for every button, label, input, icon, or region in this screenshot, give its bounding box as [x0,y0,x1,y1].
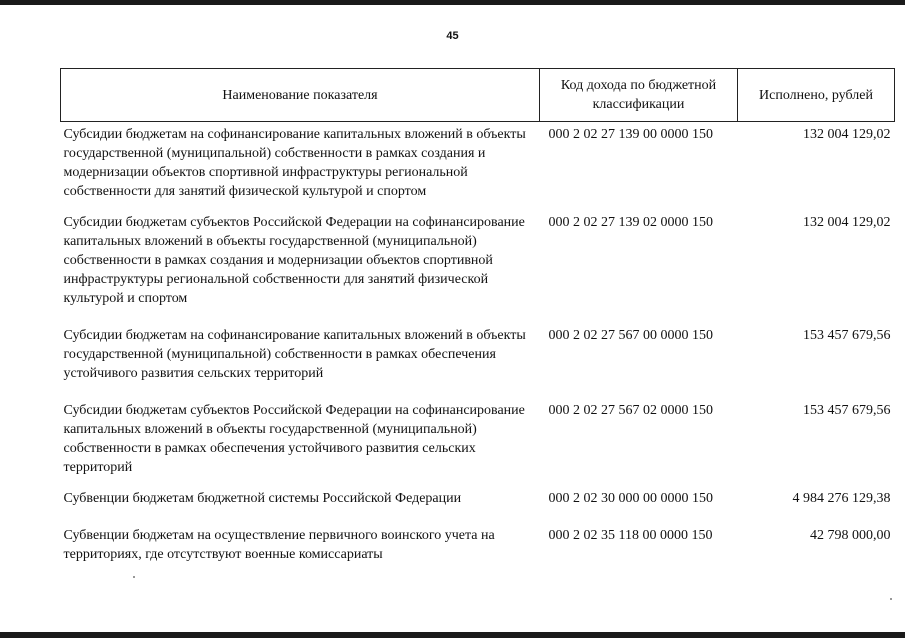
scan-speck [133,576,135,578]
indicator-name: Субвенции бюджетам на осуществление первичного воинского учета на территориях, где отсутствуют военные комиссариаты [63,528,495,562]
executed-amount: 153 457 679,56 [803,328,891,343]
header-budget-code: Код дохода по бюджетной классификации [540,69,738,122]
executed-amount: 132 004 129,02 [803,127,891,142]
bottom-border-rule [0,632,905,638]
indicator-name: Субсидии бюджетам субъектов Российской Федерации на софинансирование капитальных вложений в объекты государственной (муниципальной) собственности в рамках обеспечения устойчивого развития сельских территорий [63,403,525,475]
page-number: 45 [446,30,459,42]
scan-speck [890,598,892,600]
indicator-name: Субсидии бюджетам субъектов Российской Федерации на софинансирование капитальных вложений в объекты государственной (муниципальной) собственности в рамках создания и модернизации объектов спортивной инфраструктуры региональной собственности для занятий физической культурой и спортом [63,215,525,306]
indicator-name: Субсидии бюджетам на софинансирование капитальных вложений в объекты государственной (муниципальной) собственности в рамках обеспечения устойчивого развития сельских территорий [63,328,526,381]
executed-amount: 132 004 129,02 [803,215,891,230]
executed-amount: 153 457 679,56 [803,403,891,418]
budget-code: 000 2 02 27 139 02 0000 150 [548,215,713,230]
budget-code: 000 2 02 27 567 02 0000 150 [548,403,713,418]
executed-amount: 42 798 000,00 [810,528,891,543]
table-row [61,326,895,401]
budget-code: 000 2 02 35 118 00 0000 150 [548,528,713,543]
header-executed-amount: Исполнено, рублей [738,69,895,122]
budget-revenue-table [60,68,895,564]
budget-code: 000 2 02 30 000 00 0000 150 [548,491,713,506]
table-row [61,122,895,214]
budget-code: 000 2 02 27 139 00 0000 150 [548,127,713,142]
table-row [61,213,895,326]
table-row [61,489,895,526]
indicator-name: Субвенции бюджетам бюджетной системы Российской Федерации [63,491,462,506]
top-border-rule [0,0,905,5]
table-row [61,526,895,564]
executed-amount: 4 984 276 129,38 [792,491,891,506]
budget-code: 000 2 02 27 567 00 0000 150 [548,328,713,343]
table-header-row [61,69,895,122]
header-indicator-name: Наименование показателя [61,69,540,122]
table-row [61,401,895,489]
indicator-name: Субсидии бюджетам на софинансирование капитальных вложений в объекты государственной (муниципальной) собственности в рамках создания и модернизации объектов спортивной инфраструктуры региональной собственности для занятий физической культурой и спортом [63,127,526,199]
